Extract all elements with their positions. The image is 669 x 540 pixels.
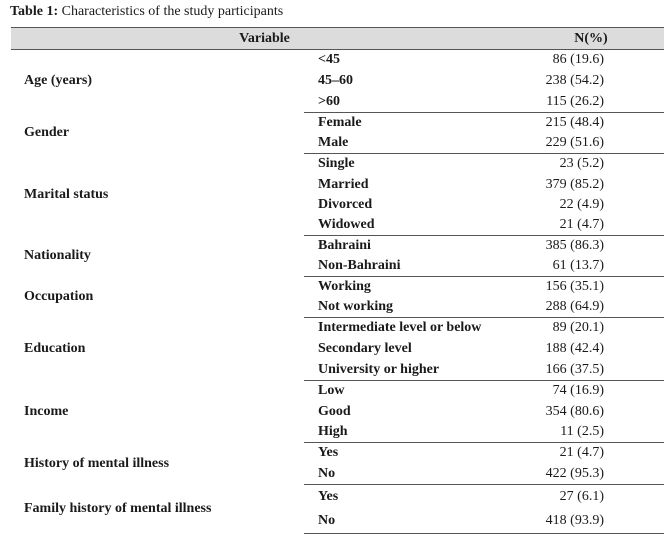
category-label: University or higher bbox=[304, 360, 518, 381]
count-percent-value: 86 (19.6) bbox=[552, 52, 604, 68]
category-label: Married bbox=[318, 176, 369, 192]
group-name: History of mental illness bbox=[24, 455, 170, 471]
category-label: Non-Bahraini bbox=[304, 257, 518, 277]
group-name: Occupation bbox=[24, 289, 94, 304]
table-row bbox=[11, 277, 664, 298]
count-percent-value: 238 (54.2) bbox=[545, 73, 604, 88]
group-name: Family history of mental illness bbox=[24, 501, 212, 516]
count-percent-value: 61 (13.7) bbox=[518, 257, 664, 277]
category-label: Bahraini bbox=[318, 238, 371, 254]
count-percent-value: 156 (35.1) bbox=[545, 279, 604, 295]
count-percent-value: 11 (2.5) bbox=[518, 422, 664, 443]
count-percent-value: 229 (51.6) bbox=[518, 133, 664, 154]
category-label: >60 bbox=[304, 92, 518, 113]
category-label: Not working bbox=[304, 298, 518, 318]
count-percent-value: 27 (6.1) bbox=[559, 488, 604, 504]
count-percent-value: 115 (26.2) bbox=[518, 92, 664, 113]
count-percent-value: 21 (4.7) bbox=[518, 216, 664, 236]
count-percent-value: 385 (86.3) bbox=[545, 238, 604, 254]
count-percent-value: 166 (37.5) bbox=[518, 360, 664, 381]
count-percent-value: 23 (5.2) bbox=[559, 156, 604, 172]
count-percent-value: 74 (16.9) bbox=[552, 383, 604, 399]
category-label: Good bbox=[318, 403, 351, 419]
group-name: Income bbox=[24, 403, 69, 419]
count-percent-value: 418 (93.9) bbox=[518, 509, 664, 534]
group-name: Marital status bbox=[24, 186, 109, 202]
table-row bbox=[11, 154, 664, 175]
count-percent-value: 288 (64.9) bbox=[518, 298, 664, 318]
category-label: Yes bbox=[318, 445, 339, 461]
count-percent-value: 422 (95.3) bbox=[518, 464, 664, 485]
category-label: 45–60 bbox=[318, 73, 353, 88]
category-label: <45 bbox=[318, 52, 340, 68]
category-label: Secondary level bbox=[318, 341, 412, 356]
count-percent-value: 354 (80.6) bbox=[545, 403, 604, 419]
caption-label: Table 1: bbox=[10, 4, 59, 19]
group-name: Nationality bbox=[24, 248, 91, 263]
category-label: Low bbox=[318, 383, 345, 399]
category-label: Widowed bbox=[304, 216, 518, 236]
table-row bbox=[11, 113, 664, 133]
category-label: Working bbox=[318, 279, 371, 295]
count-percent-value: 89 (20.1) bbox=[552, 320, 604, 336]
category-label: No bbox=[304, 464, 518, 485]
table-caption bbox=[10, 4, 283, 20]
category-label: High bbox=[304, 422, 518, 443]
category-label: Divorced bbox=[318, 197, 373, 212]
table-row bbox=[11, 485, 664, 509]
characteristics-table bbox=[11, 27, 664, 534]
group-name: Gender bbox=[24, 125, 70, 140]
category-label: Single bbox=[318, 156, 355, 172]
table-row bbox=[11, 318, 664, 339]
group-name: Age (years) bbox=[24, 73, 93, 89]
category-label: Intermediate level or below bbox=[318, 320, 482, 336]
category-label: Male bbox=[304, 133, 518, 154]
table-header bbox=[11, 28, 664, 50]
count-percent-value: 21 (4.7) bbox=[559, 445, 604, 461]
table-body bbox=[11, 50, 664, 534]
header-variable: Variable bbox=[11, 28, 518, 50]
count-percent-value: 379 (85.2) bbox=[545, 176, 604, 192]
category-label: No bbox=[304, 509, 518, 534]
table-row bbox=[11, 50, 664, 71]
table-row bbox=[11, 236, 664, 257]
count-percent-value: 215 (48.4) bbox=[545, 114, 604, 130]
table-row bbox=[11, 443, 664, 464]
category-label: Yes bbox=[318, 488, 339, 504]
count-percent-value: 22 (4.9) bbox=[559, 197, 604, 212]
count-percent-value: 188 (42.4) bbox=[545, 341, 604, 356]
header-n: N(%) bbox=[518, 28, 664, 50]
caption-text: Characteristics of the study participants bbox=[58, 4, 284, 19]
category-label: Female bbox=[318, 114, 362, 130]
table-row bbox=[11, 381, 664, 402]
group-name: Education bbox=[24, 341, 86, 356]
header-row bbox=[11, 28, 664, 50]
